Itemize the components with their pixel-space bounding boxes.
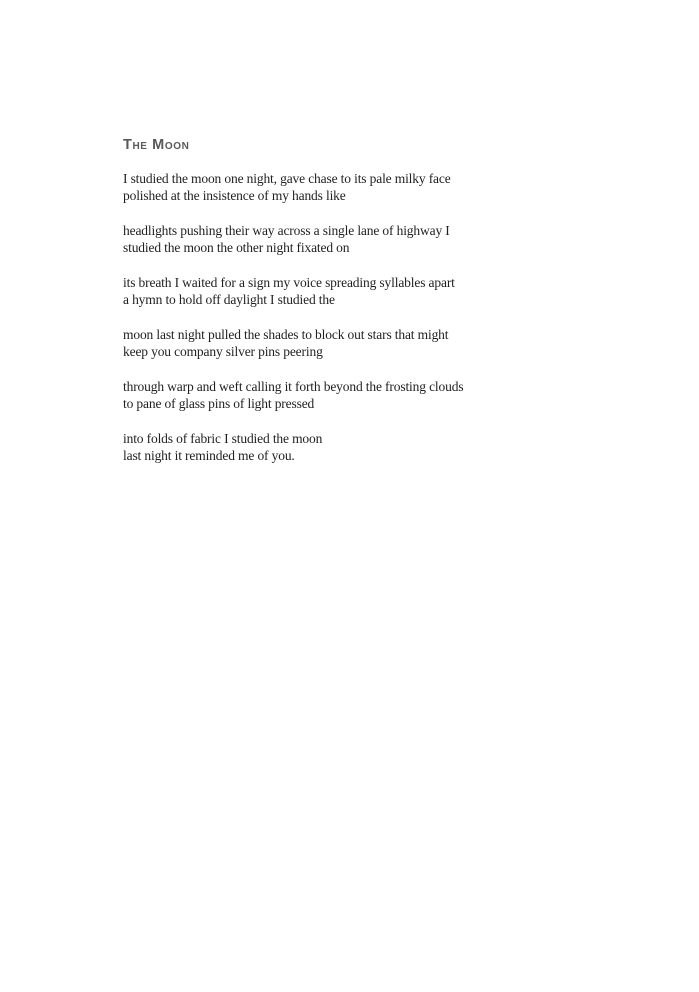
poem-line: to pane of glass pins of light pressed [123, 396, 315, 412]
poem-line: a hymn to hold off daylight I studied the [123, 292, 335, 308]
poem-line: last night it reminded me of you. [123, 448, 295, 464]
poem-line: keep you company silver pins peering [123, 344, 323, 360]
stanza [123, 326, 523, 361]
poem-title: The Moon [123, 137, 190, 153]
poem-line: polished at the insistence of my hands like [123, 188, 346, 204]
stanza [123, 170, 523, 205]
poem-line: moon last night pulled the shades to block out stars that might [123, 326, 449, 342]
poem-line: into folds of fabric I studied the moon [123, 430, 323, 446]
poem-line: through warp and weft calling it forth beyond the frosting clouds [123, 378, 464, 394]
poem-line: I studied the moon one night, gave chase to its pale milky face [123, 171, 451, 186]
poem-line: its breath I waited for a sign my voice spreading syllables apart [123, 274, 455, 290]
stanza [123, 430, 523, 465]
poem-line: studied the moon the other night fixated on [123, 240, 350, 256]
poem [123, 137, 523, 482]
poem-line: headlights pushing their way across a single lane of highway I [123, 222, 450, 238]
stanza [123, 222, 523, 257]
stanza [123, 378, 523, 413]
stanza [123, 274, 523, 309]
